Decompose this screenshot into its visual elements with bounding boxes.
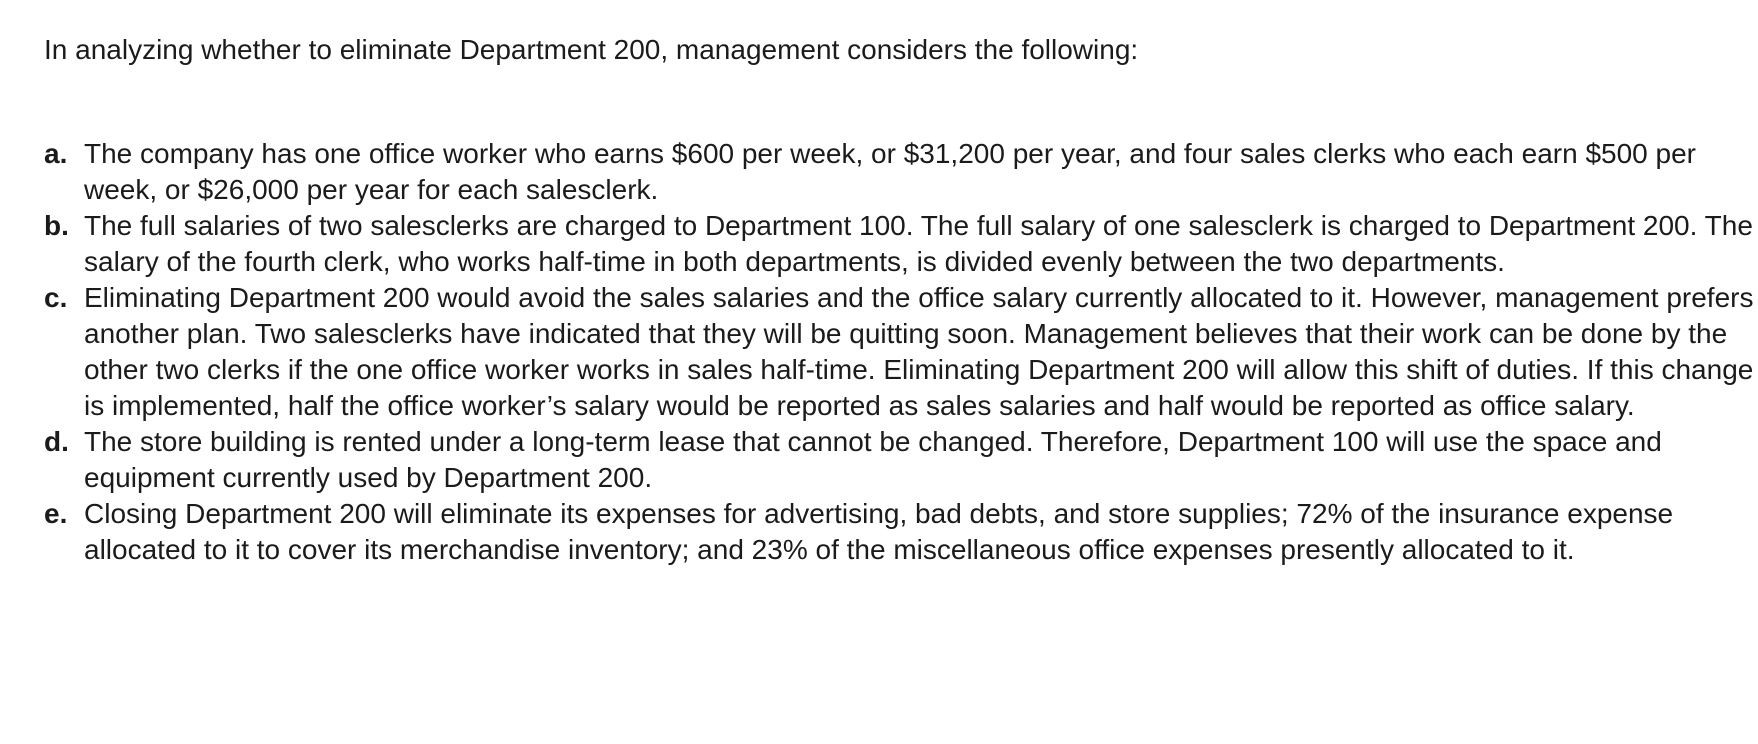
item-marker: a. [44,138,68,169]
item-marker: d. [44,426,69,457]
item-text: Eliminating Department 200 would avoid the sales salaries and the office salary currently allocated to it. However, management prefers another plan. Two salesclerks have indicated that they will be quitting soon. Management believes that their work can be done by the other two clerks if the one office worker works in sales half-time. Eliminating Department 200 will allow this shift of duties. If this change is implemented, half the office worker’s salary would be reported as sales salaries and half would be reported as office salary. [84,282,1754,421]
intro-paragraph: In analyzing whether to eliminate Department 200, management considers the following: [44,34,1139,65]
item-marker: c. [44,282,68,313]
list-item-e [44,496,1758,568]
list-item-a [44,136,1758,208]
list-item-c [44,280,1758,424]
item-text: The full salaries of two salesclerks are charged to Department 100. The full salary of one salesclerk is charged to Department 200. The salary of the fourth clerk, who works half-time in both departments, is divided evenly between the two departments. [84,210,1753,277]
item-text: The company has one office worker who earns $600 per week, or $31,200 per year, and four sales clerks who each earn $500 per week, or $26,000 per year for each salesclerk. [84,138,1696,205]
item-text: Closing Department 200 will eliminate its expenses for advertising, bad debts, and store supplies; 72% of the insurance expense allocated to it to cover its merchandise inventory; and 23% of the miscellaneous office expenses presently allocated to it. [84,498,1674,565]
considerations-list [44,136,1758,568]
list-item-b [44,208,1758,280]
list-item-d [44,424,1758,496]
item-text: The store building is rented under a long-term lease that cannot be changed. Therefore, Department 100 will use the space and equipment currently used by Department 200. [84,426,1662,493]
item-marker: e. [44,498,68,529]
item-marker: b. [44,210,69,241]
